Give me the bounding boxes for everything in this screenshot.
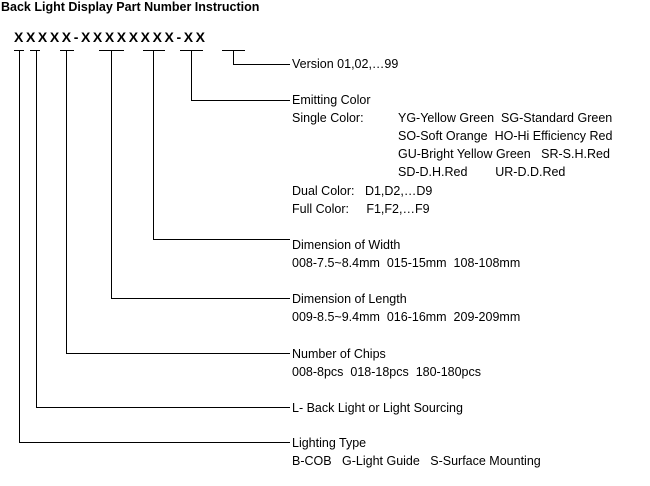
backlight-heading: L- Back Light or Light Sourcing xyxy=(292,401,463,415)
lighting-values: B-COB G-Light Guide S-Surface Mounting xyxy=(292,454,541,468)
part-number-code: XXXXX-XXXXXXXX-XX xyxy=(14,29,208,45)
single-color-row: YG-Yellow Green SG-Standard Green xyxy=(398,111,613,125)
width-values: 008-7.5~8.4mm 015-15mm 108-108mm xyxy=(292,256,521,270)
dual-color-line: Dual Color: D1,D2,…D9 xyxy=(292,184,433,198)
chips-heading: Number of Chips xyxy=(292,347,386,361)
length-heading: Dimension of Length xyxy=(292,292,407,306)
page-title: Back Light Display Part Number Instruction xyxy=(1,0,260,14)
connector-emitting xyxy=(192,50,291,101)
version-label: Version 01,02,…99 xyxy=(292,57,399,71)
single-color-row: SD-D.H.Red UR-D.D.Red xyxy=(398,165,566,179)
single-color-row: GU-Bright Yellow Green SR-S.H.Red xyxy=(398,147,610,161)
emitting-heading: Emitting Color xyxy=(292,93,371,107)
connector-width xyxy=(154,50,291,240)
chips-values: 008-8pcs 018-18pcs 180-180pcs xyxy=(292,365,482,379)
lighting-heading: Lighting Type xyxy=(292,436,367,450)
width-heading: Dimension of Width xyxy=(292,238,401,252)
length-values: 009-8.5~9.4mm 016-16mm 209-209mm xyxy=(292,310,521,324)
connector-lighting xyxy=(20,50,291,443)
connector-length xyxy=(112,50,291,299)
full-color-line: Full Color: F1,F2,…F9 xyxy=(292,202,430,216)
connector-version xyxy=(234,50,291,65)
connector-chips xyxy=(67,50,291,354)
single-color-label: Single Color: xyxy=(292,111,364,125)
single-color-row: SO-Soft Orange HO-Hi Efficiency Red xyxy=(398,129,613,143)
